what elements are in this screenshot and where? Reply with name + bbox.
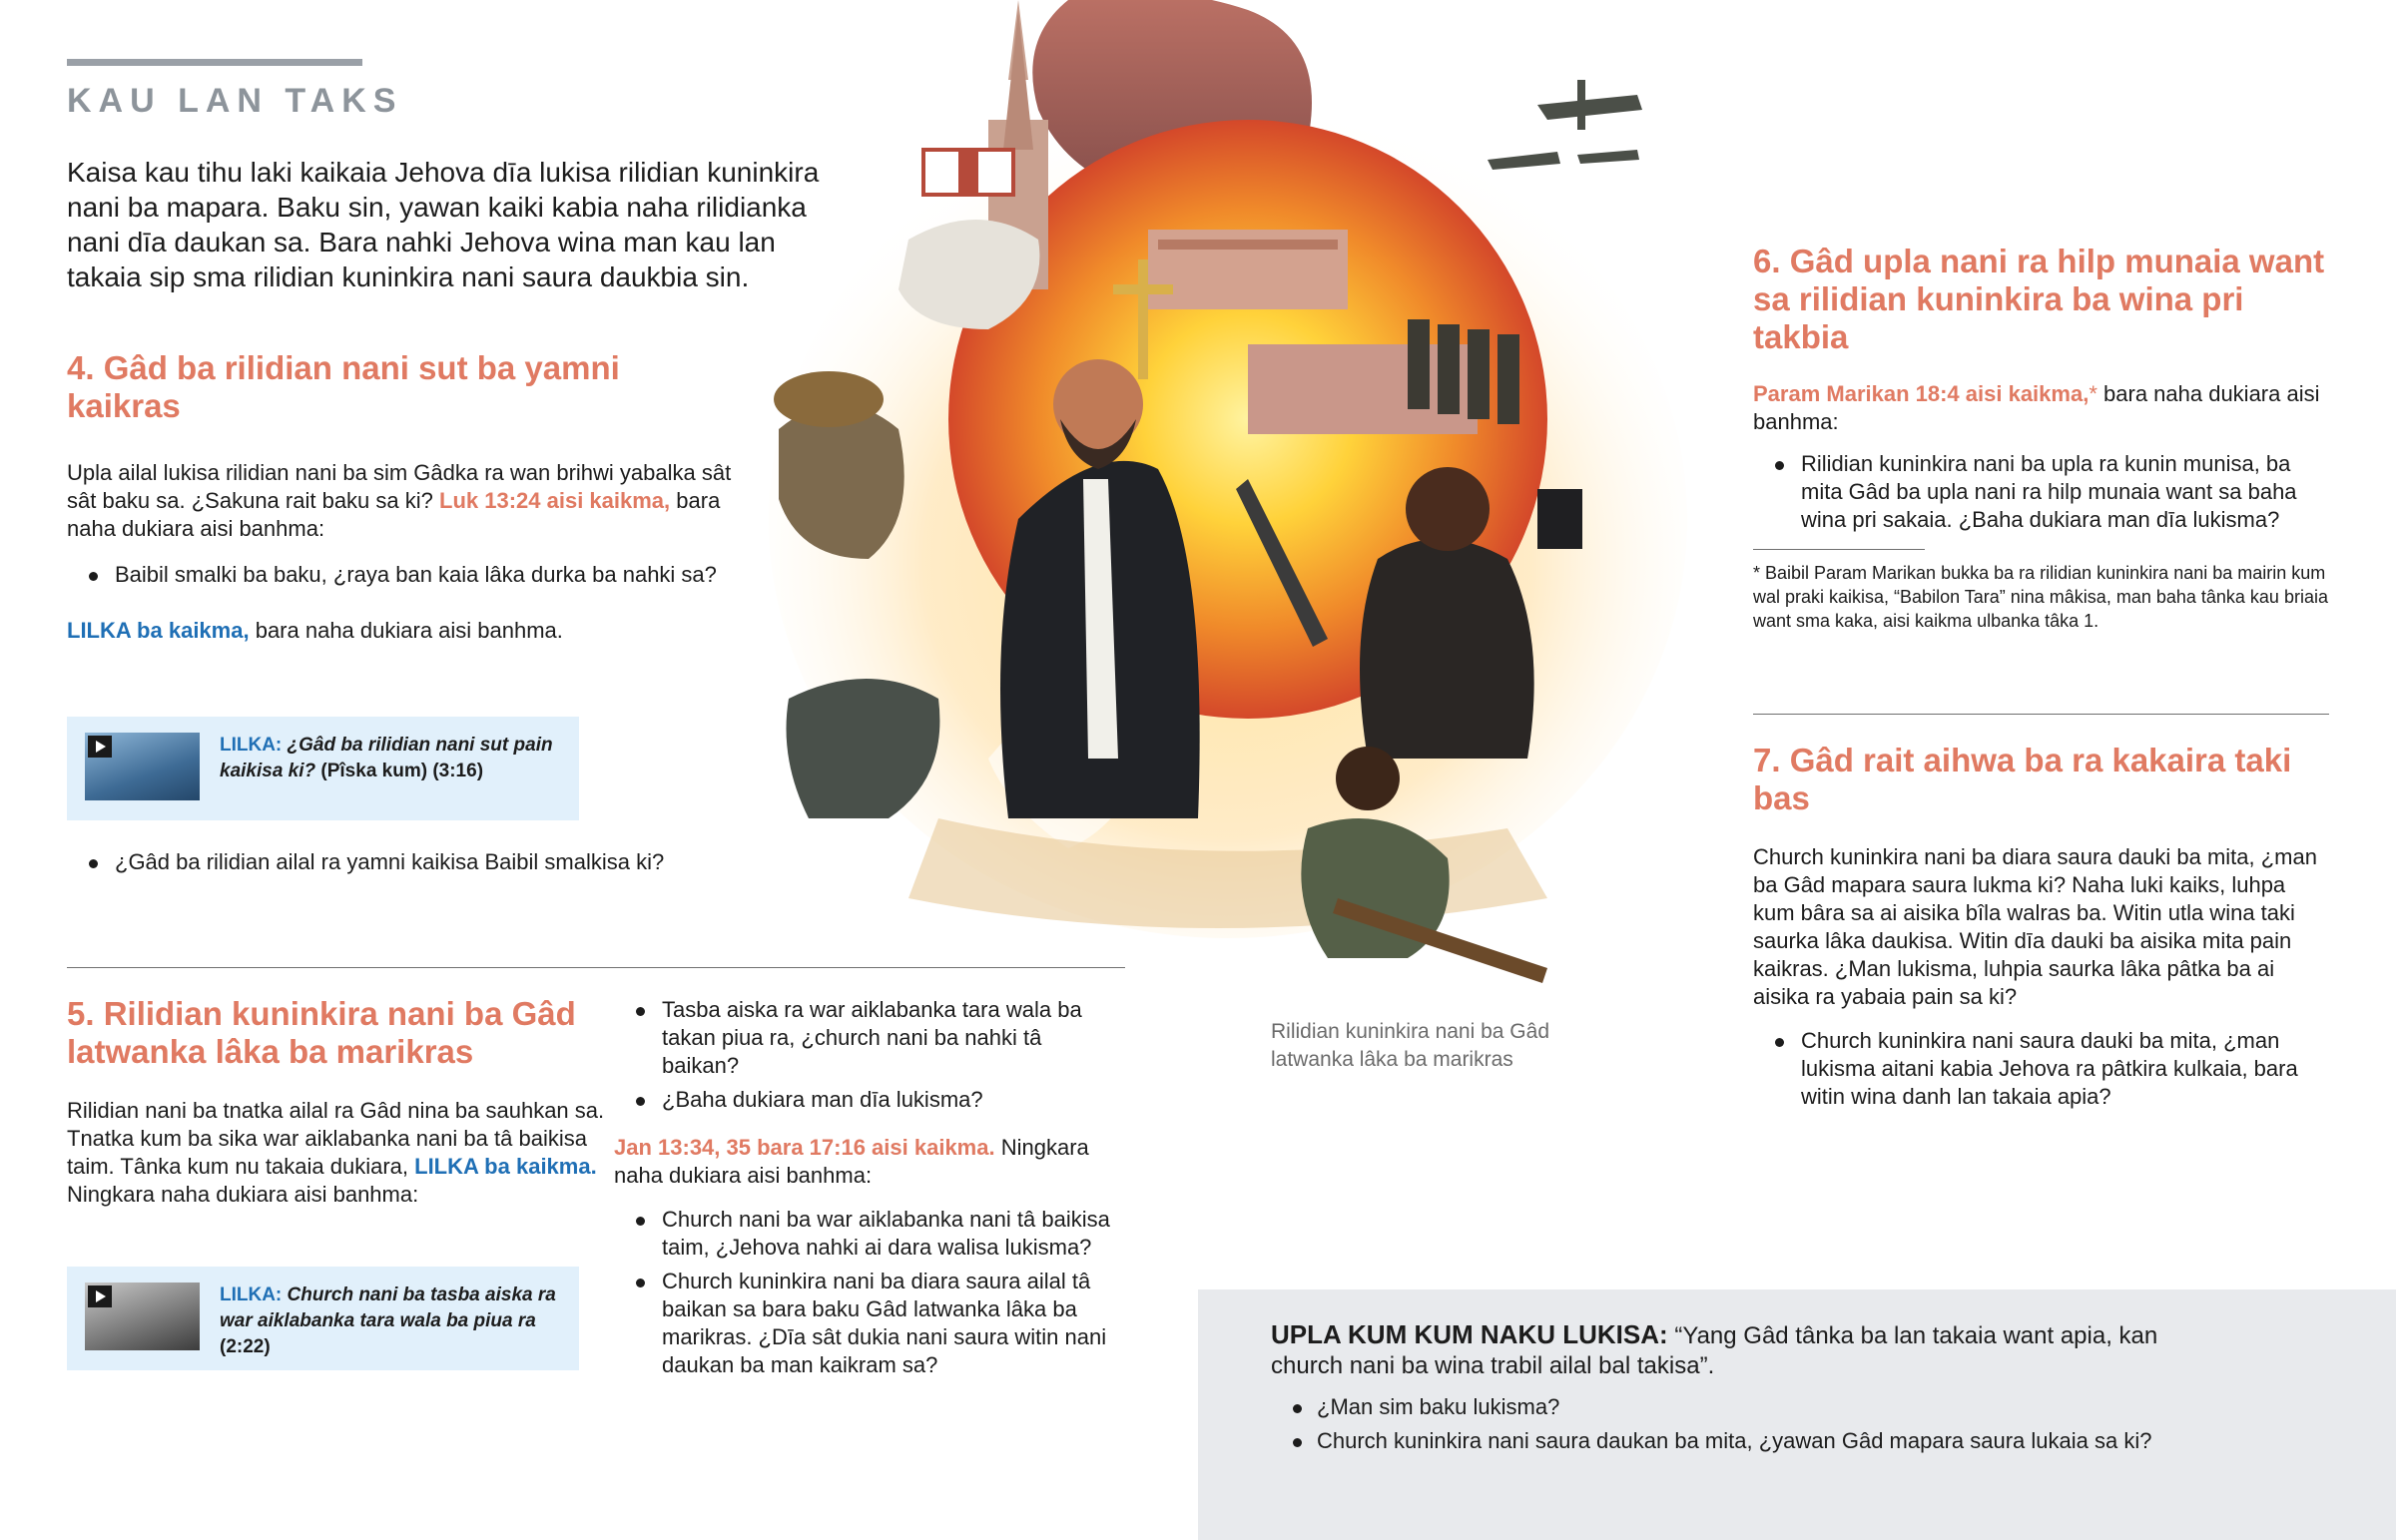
divider [1753, 714, 2329, 715]
section-4-text: Upla ailal lukisa rilidian nani ba sim Gâdka ra wan brihwi yabalka sât sât baku sa. ¿Sakuna rait baku sa ki? [67, 460, 732, 513]
list-item: Tasba aiska ra war aiklabanka tara wala ba takan piua ra, ¿church nani ba nahki tâ baikan? [614, 996, 1113, 1080]
footnote-divider [1753, 549, 1925, 550]
section-5-text: Rilidian nani ba tnatka ailal ra Gâd nina ba sauhkan sa. Tnatka kum ba sika war aiklabanka nani ba tâ baikisa taim. Tânka kum nu takaia dukiara, [67, 1098, 605, 1179]
question-box-content [1271, 1319, 2169, 1461]
intro-paragraph: Kaisa kau tihu laki kaikaia Jehova dīa lukisa rilidian kuninkira nani ba mapara. Baku sin, yawan kaiki kabia naha rilidianka nani dīa daukan sa. Bara nahki Jehova wina man kau lan takaia sip sma rilidian kuninkira nani saura daukbia sin. [67, 157, 820, 292]
section-7-title: 7. Gâd rait aihwa ba ra kakaira taki bas [1753, 742, 2292, 816]
section-6-scripture-after: bara naha dukiara aisi banhma: [1753, 381, 2320, 434]
list-item: ¿Baha dukiara man dīa lukisma? [614, 1086, 1113, 1114]
video-caption-2 [220, 1283, 561, 1360]
video-title: ¿Gâd ba rilidian nani sut pain kaikisa ki? [220, 735, 553, 781]
footnote-mark[interactable]: * [2089, 381, 2097, 406]
list-item: ¿Gâd ba rilidian ailal ra yamni kaikisa Baibil smalkisa ki? [67, 848, 746, 876]
section-7-paragraph: Church kuninkira nani ba diara saura dauki ba mita, ¿man ba Gâd mapara saura lukma ki? Naha luki kaiks, luhpa kum bâra sa ai aisika bîla walras ba. Witin utla wina taki saurka lâka daukisa. Witin dīa dauki ba aisika mita pain kaikras. ¿Man lukisma, luhpia saurka lâka pâtka ba ai aisika ra yabaia pain sa ki? [1753, 844, 2317, 1009]
question-box-quote: “Yang Gâd tânka ba lan takaia want apia, kan church nani ba wina trabil ailal bal takisa”. [1271, 1322, 2158, 1379]
footnote: * Baibil Param Marikan bukka ba ra rilidian kuninkira nani ba mairin kum wal praki kaikisa, “Babilon Tara” nina mâkisa, man baha tânka kau briaia want sma kaka, aisi kaikma ulbanka tâka 1. [1753, 563, 2328, 631]
section-5-column-2 [614, 996, 1113, 1385]
section-7-body [1753, 843, 2332, 1117]
section-4-paragraph [67, 459, 746, 543]
section-6-title: 6. Gâd upla nani ra hilp munaia want sa rilidian kuninkira ba wina pri takbia [1753, 243, 2325, 355]
section-4 [67, 349, 706, 425]
watch-video-link[interactable]: LILKA ba kaikma, [67, 618, 250, 643]
scripture-link-luk[interactable]: Luk 13:24 aisi kaikma, [439, 488, 671, 513]
watch-video-link-2[interactable]: LILKA ba kaikma. [414, 1154, 597, 1179]
section-4-title: 4. Gâd ba rilidian nani sut ba yamni kaikras [67, 349, 620, 424]
question-box-header [1271, 1319, 2169, 1381]
video-title: Church nani ba tasba aiska ra war aiklabanka tara wala ba piua ra [220, 1284, 556, 1331]
section-6-scripture [1753, 380, 2332, 436]
video-card-2[interactable] [67, 1267, 579, 1370]
section-7 [1753, 742, 2332, 817]
list-item: Church nani ba war aiklabanka nani tâ baikisa taim, ¿Jehova nahki ai dara walisa lukisma? [614, 1206, 1113, 1262]
video-thumbnail-2[interactable] [85, 1283, 200, 1350]
section-5-bullets-2 [614, 1206, 1113, 1379]
section-6-bullets [1753, 450, 2332, 534]
section-rule [67, 59, 362, 66]
section-4-bullets-2 [67, 848, 746, 882]
list-item: Church kuninkira nani saura daukan ba mita, ¿yawan Gâd mapara saura lukaia sa ki? [1271, 1427, 2169, 1455]
video-label: LILKA: [220, 735, 283, 756]
list-item: Church kuninkira nani saura dauki ba mita, ¿man lukisma aitani kabia Jehova ra pâtkira kulkaia, bara witin wina danh lan takaia apia? [1753, 1027, 2332, 1111]
question-box-bullets [1271, 1393, 2169, 1455]
section-5 [67, 995, 606, 1209]
section-4-bullets-1 [67, 561, 746, 589]
section-6 [1753, 243, 2332, 356]
play-icon[interactable] [88, 736, 112, 758]
list-item: ¿Man sim baku lukisma? [1271, 1393, 2169, 1421]
video-thumbnail[interactable] [85, 733, 200, 800]
video-meta: (Pîska kum) (3:16) [320, 761, 484, 781]
section-4-body [67, 459, 746, 645]
section-5-text-after: Ningkara naha dukiara aisi banhma: [67, 1182, 419, 1207]
list-item: Baibil smalki ba baku, ¿raya ban kaia lâka durka ba nahki sa? [67, 561, 746, 589]
question-box-label: UPLA KUM KUM NAKU LUKISA: [1271, 1319, 1668, 1349]
list-item: Rilidian kuninkira nani ba upla ra kunin munisa, ba mita Gâd ba upla nani ra hilp munaia want sa baha wina pri sakaia. ¿Baha dukiara man dīa lukisma? [1753, 450, 2332, 534]
section-title: KAU LAN TAKS [67, 82, 403, 120]
video-label: LILKA: [220, 1284, 283, 1305]
scripture-link-jan[interactable]: Jan 13:34, 35 bara 17:16 aisi kaikma. [614, 1135, 995, 1160]
watch-instruction-text: bara naha dukiara aisi banhma. [255, 618, 563, 643]
section-5-bullets-1 [614, 996, 1113, 1114]
section-4-text-after: bara naha dukiara aisi banhma: [67, 488, 721, 541]
video-card-1[interactable] [67, 717, 579, 820]
play-icon[interactable] [88, 1285, 112, 1307]
section-5-paragraph [67, 1097, 606, 1209]
scripture-link-param[interactable]: Param Marikan 18:4 aisi kaikma, [1753, 381, 2090, 406]
video-caption [220, 733, 561, 784]
watch-instruction [67, 617, 746, 645]
section-5-scripture-after: Ningkara naha dukiara aisi banhma: [614, 1135, 1089, 1188]
section-7-bullets [1753, 1027, 2332, 1111]
section-5-title: 5. Rilidian kuninkira nani ba Gâd latwanka lâka ba marikras [67, 995, 576, 1070]
image-caption: Rilidian kuninkira nani ba Gâd latwanka lâka ba marikras [1271, 1020, 1549, 1071]
section-5-scripture [614, 1134, 1113, 1190]
religion-war-illustration [689, 0, 1727, 998]
video-meta: (2:22) [220, 1336, 271, 1357]
list-item: Church kuninkira nani ba diara saura ailal tâ baikan sa bara baku Gâd latwanka lâka ba marikras. ¿Dīa sât dukia nani saura witin nani daukan ba man kaikram sa? [614, 1268, 1113, 1379]
section-6-body [1753, 380, 2332, 540]
